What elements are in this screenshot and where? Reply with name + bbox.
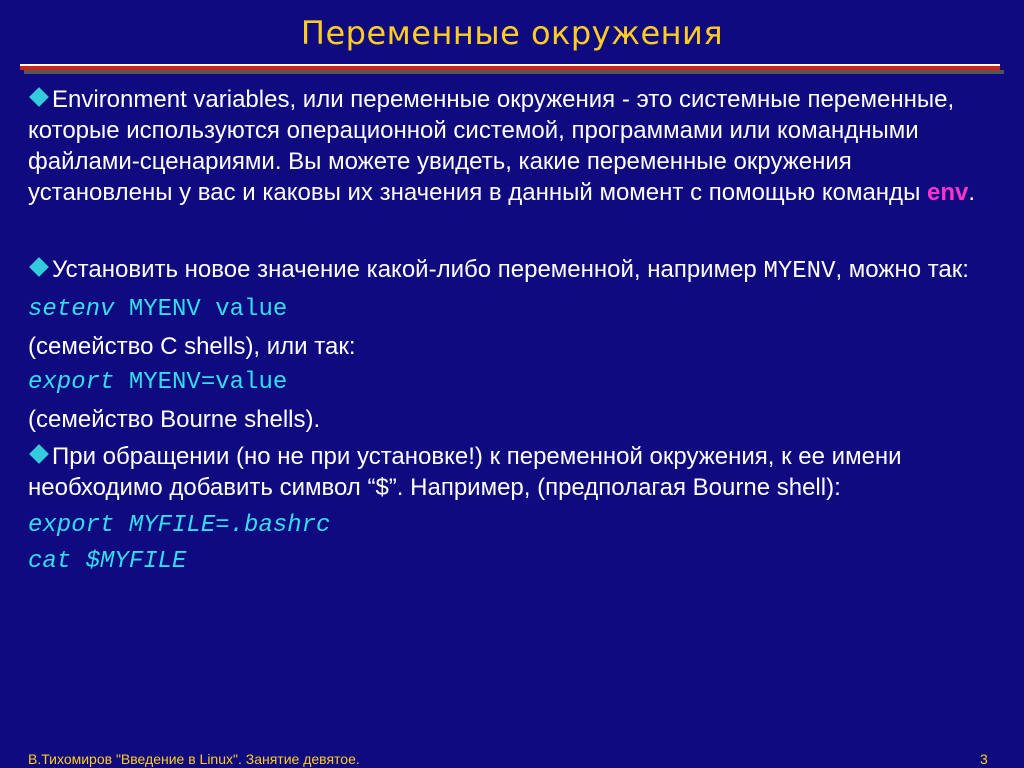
code-args: MYENV=value	[114, 369, 288, 396]
paragraph-set-tail: , можно так:	[835, 256, 969, 283]
slide-content	[28, 84, 988, 577]
diamond-bullet-icon	[29, 444, 49, 464]
code-keyword: export	[28, 369, 115, 396]
code-args: MYENV value	[114, 296, 288, 323]
code-keyword: setenv	[28, 296, 115, 323]
code-export-myfile	[28, 511, 988, 541]
paragraph-env-end: .	[968, 179, 976, 206]
footer-author: В.Тихомиров "Введение в Linux". Занятие девятое.	[28, 751, 360, 767]
code-line: export MYFILE=.bashrc	[28, 512, 331, 539]
env-command: env	[926, 179, 969, 206]
paragraph-dollar	[28, 441, 988, 503]
note-c-shells: (семейство C shells), или так:	[28, 333, 356, 360]
slide-title: Переменные окружения	[300, 14, 724, 52]
code-cat-myfile	[28, 547, 988, 577]
paragraph-env	[28, 84, 988, 208]
diamond-bullet-icon	[29, 257, 49, 277]
paragraph-set-text: Установить новое значение какой-либо переменной, например	[52, 256, 757, 283]
paragraph-dollar-text: При обращении (но не при установке!) к переменной окружения, к ее имени необходимо добавить символ “$”. Например, (предполагая Bourne shell):	[28, 443, 902, 501]
variable-name: MYENV	[763, 258, 836, 285]
title-divider	[20, 62, 1004, 76]
paragraph-set-variable	[28, 254, 988, 287]
code-export	[28, 368, 988, 398]
page-number: 3	[980, 751, 988, 767]
code-setenv	[28, 295, 988, 325]
note-bourne-shells: (семейство Bourne shells).	[28, 406, 321, 433]
diamond-bullet-icon	[29, 87, 49, 107]
code-line: cat $MYFILE	[28, 548, 187, 575]
paragraph-env-text: Environment variables, или переменные окружения - это системные переменные, которые используются операционной системой, программами или командными файлами-сценариями. Вы можете увидеть, какие переменные окружения установлены у вас и каковы их значения в данный момент с помощью команды	[28, 86, 955, 206]
